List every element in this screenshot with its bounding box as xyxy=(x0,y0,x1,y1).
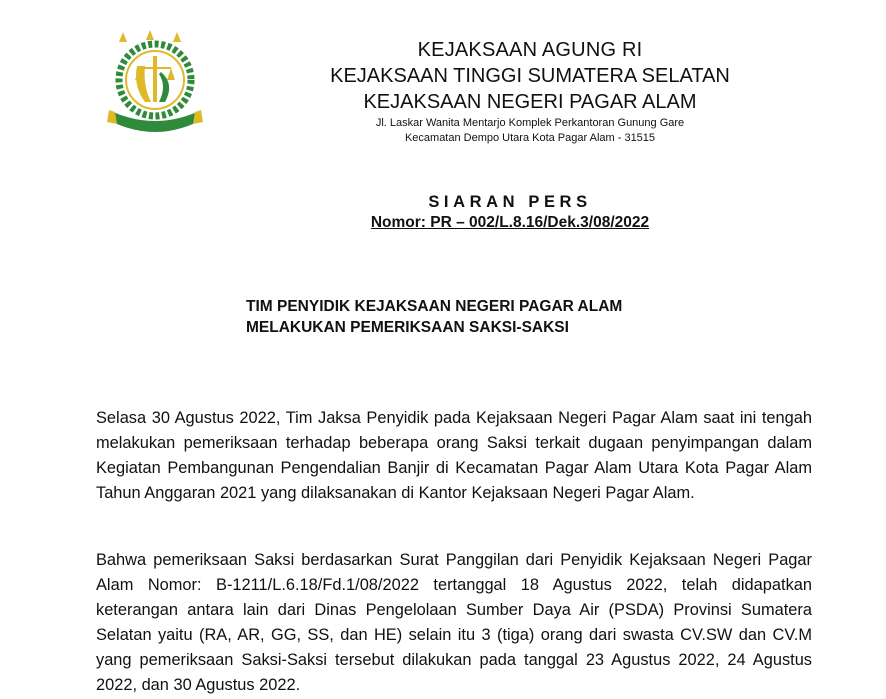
press-release-number: Nomor: PR – 002/L.8.16/Dek.3/08/2022 xyxy=(370,214,650,231)
letterhead-line-2: KEJAKSAAN TINGGI SUMATERA SELATAN xyxy=(330,65,730,87)
kejaksaan-logo-icon xyxy=(103,26,205,138)
letterhead-line-3: KEJAKSAAN NEGERI PAGAR ALAM xyxy=(363,91,697,113)
letterhead-address-2: Kecamatan Dempo Utara Kota Pagar Alam - 31515 xyxy=(404,132,656,144)
body-paragraph-1: Selasa 30 Agustus 2022, Tim Jaksa Penyidik pada Kejaksaan Negeri Pagar Alam saat ini tengah melakukan pemeriksaan terhadap beberapa orang Saksi terkait dugaan penyimpangan dalam Kegiatan Pembangunan Pengendalian Banjir di Kecamatan Pagar Alam Utara Kota Pagar Alam Tahun Anggaran 2021 yang dilaksanakan di Kantor Kejaksaan Negeri Pagar Alam. xyxy=(96,409,812,502)
headline-line-1: TIM PENYIDIK KEJAKSAAN NEGERI PAGAR ALAM xyxy=(246,298,623,315)
headline-line-2: MELAKUKAN PEMERIKSAAN SAKSI-SAKSI xyxy=(246,319,569,336)
headline xyxy=(246,296,806,338)
letterhead-line-1: KEJAKSAAN AGUNG RI xyxy=(417,39,643,61)
body-paragraph-2: Bahwa pemeriksaan Saksi berdasarkan Surat Panggilan dari Penyidik Kejaksaan Negeri Pagar Alam Nomor: B-1211/L.6.18/Fd.1/08/2022 tertanggal 18 Agustus 2022, telah didapatkan keterangan antara lain dari Dinas Pengelolaan Sumber Daya Air (PSDA) Provinsi Sumatera Selatan yaitu (RA, AR, GG, SS, dan HE) selain itu 3 (tiga) orang dari swasta CV.SW dan CV.M yang pemeriksaan Saksi-Saksi tersebut dilakukan pada tanggal 23 Agustus 2022, 24 Agustus 2022, dan 30 Agustus 2022. xyxy=(96,551,812,694)
letterhead-address-1: Jl. Laskar Wanita Mentarjo Komplek Perkantoran Gunung Gare xyxy=(375,117,685,129)
letterhead xyxy=(250,38,810,145)
press-release-title: SIARAN PERS xyxy=(428,193,592,211)
press-release-block xyxy=(300,192,720,233)
